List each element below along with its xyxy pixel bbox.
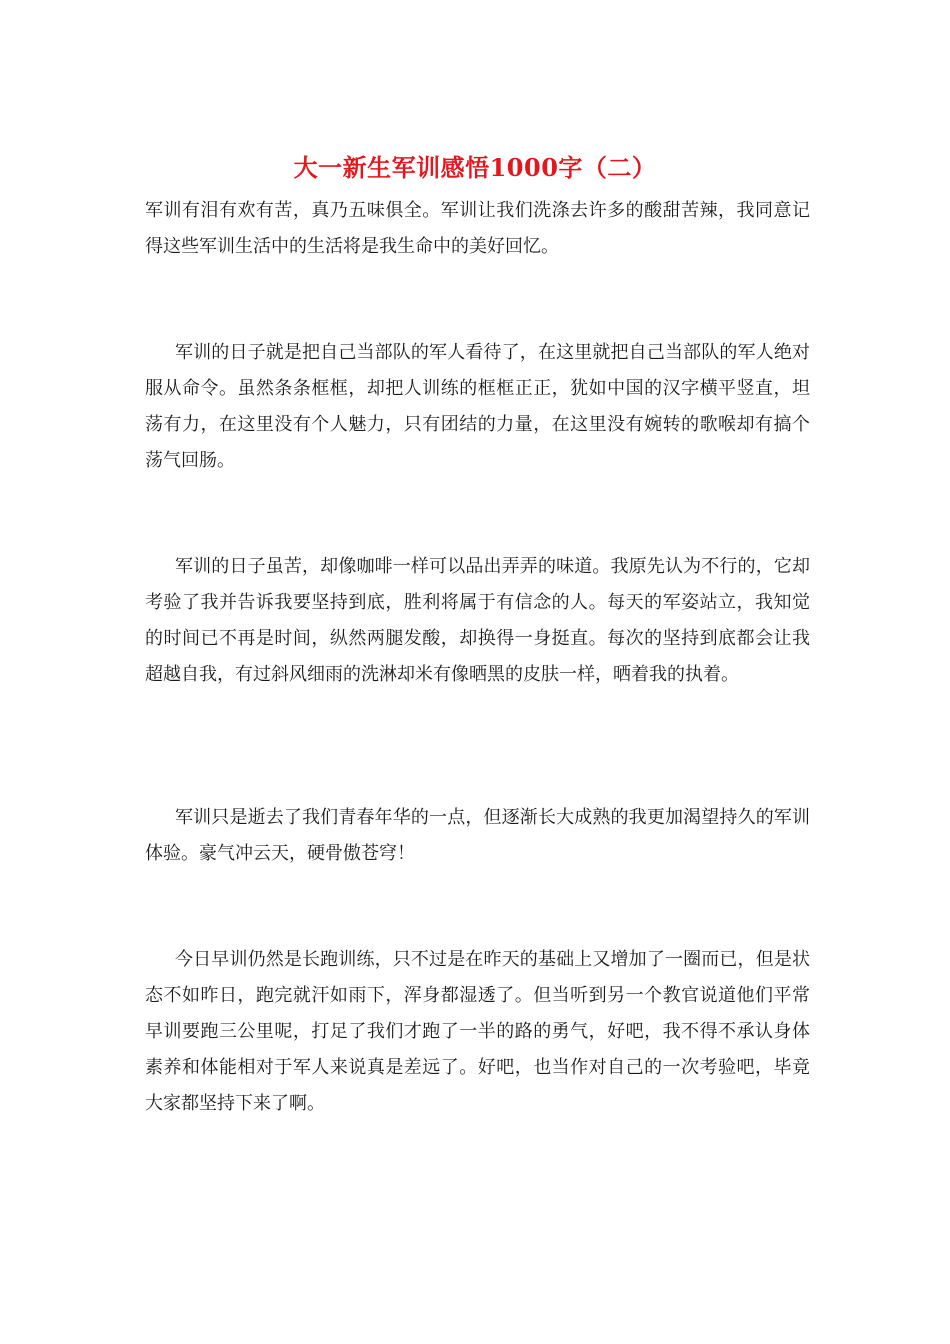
document-title: 大一新生军训感悟1000字（二） xyxy=(293,153,657,182)
paragraph-2: 军训的日子就是把自己当部队的军人看待了，在这里就把自己当部队的军人绝对服从命令。虽然条条框框，却把人训练的框框正正，犹如中国的汉字横平竖直，坦荡有力，在这里没有个人魅力，只有团结的力量，在这里没有婉转的歌喉却有搞个荡气回肠。 xyxy=(145,342,810,471)
paragraph-4: 军训只是逝去了我们青春年华的一点，但逐渐长大成熟的我更加渴望持久的军训体验。豪气冲云天，硬骨傲苍穹！ xyxy=(145,807,810,864)
paragraph-3: 军训的日子虽苦，却像咖啡一样可以品出弄弄的味道。我原先认为不行的，它却考验了我并告诉我要坚持到底，胜利将属于有信念的人。每天的军姿站立，我知觉的时间已不再是时间，纵然两腿发酸，却换得一身挺直。每次的坚持到底都会让我超越自我，有过斜风细雨的洗淋却米有像晒黑的皮肤一样，晒着我的执着。 xyxy=(145,556,810,685)
paragraph-5: 今日早训仍然是长跑训练，只不过是在昨天的基础上又增加了一圈而已，但是状态不如昨日，跑完就汗如雨下，浑身都湿透了。但当听到另一个教官说道他们平常早训要跑三公里呢，打足了我们才跑了一半的路的勇气，好吧，我不得不承认身体素养和体能相对于军人来说真是差远了。好吧，也当作对自己的一次考验吧，毕竟大家都坚持下来了啊。 xyxy=(145,949,810,1114)
paragraph-intro: 军训有泪有欢有苦，真乃五味俱全。军训让我们洗涤去许多的酸甜苦辣，我同意记得这些军训生活中的生活将是我生命中的美好回忆。 xyxy=(145,200,810,257)
